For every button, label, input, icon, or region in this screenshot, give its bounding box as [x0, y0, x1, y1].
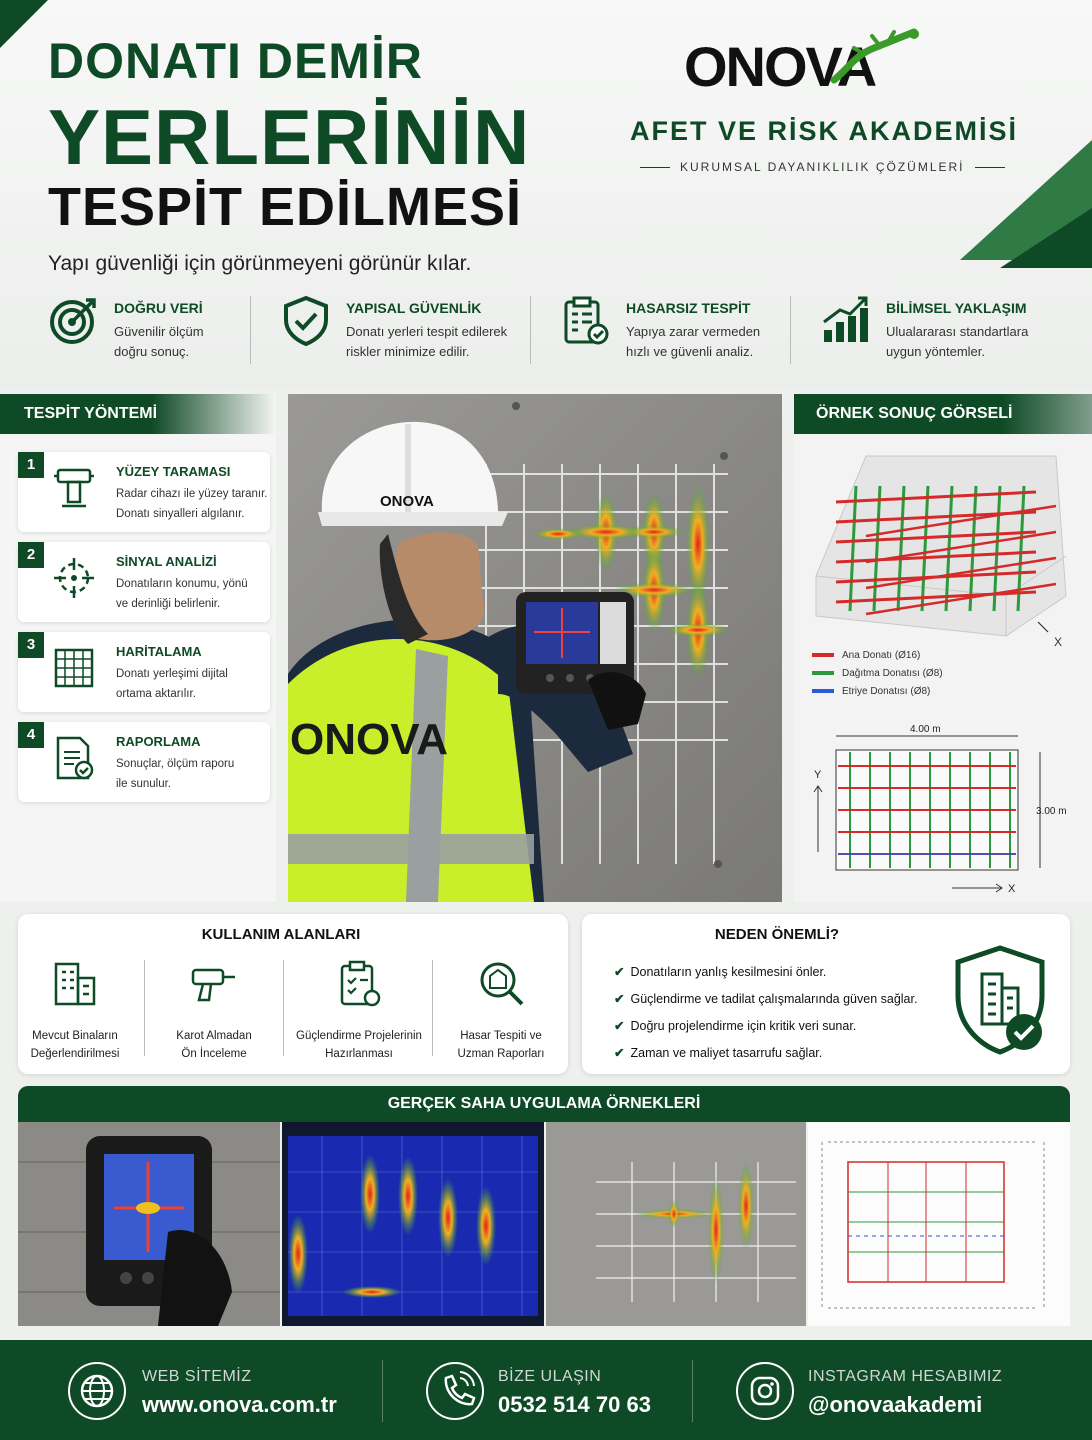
legend-swatch-green [812, 671, 834, 675]
shield-building-icon [952, 944, 1048, 1056]
magnifier-building-icon [476, 958, 526, 1008]
step-title: YÜZEY TARAMASI [116, 464, 231, 479]
step-title: SİNYAL ANALİZİ [116, 554, 217, 569]
feature-nondestructive [560, 294, 760, 366]
usage-item: Mevcut Binaların Değerlendirilmesi [6, 958, 144, 1063]
feature-text: Yapıya zarar vermeden [626, 324, 761, 339]
shield-check-icon [280, 294, 332, 346]
field-photo-wall-marking [546, 1122, 806, 1326]
onova-logo [684, 28, 924, 98]
step-title: HARİTALAMA [116, 644, 202, 659]
feature-structural-safety [280, 294, 507, 366]
usage-item: Güçlendirme Projelerinin Hazırlanması [290, 958, 428, 1063]
title-line-2: YERLERİNİN [48, 93, 531, 181]
subtitle: Yapı güvenliği için görünmeyeni görünür kılar. [48, 252, 472, 275]
divider [283, 960, 284, 1056]
feature-title: DOĞRU VERİ [114, 300, 203, 316]
globe-icon [68, 1362, 126, 1420]
crosshair-icon [52, 556, 96, 600]
legend-item: Etriye Donatısı (Ø8) [812, 686, 930, 697]
field-photo-scan-heatmap [282, 1122, 544, 1326]
logo-text: ONOVA [684, 35, 876, 98]
method-step-1 [18, 452, 270, 532]
usage-item: Hasar Tespiti ve Uzman Raporları [432, 958, 570, 1063]
step-text: Donatıların konumu, yönü ve derinliği belirlenir. [116, 578, 248, 610]
phone-icon [426, 1362, 484, 1420]
title-line-3: TESPİT EDİLMESİ [48, 177, 523, 237]
feature-title: HASARSIZ TESPİT [626, 300, 751, 316]
width-dimension: 4.00 m [910, 724, 941, 735]
usage-title: KULLANIM ALANLARI [201, 926, 361, 943]
instagram-icon [736, 1362, 794, 1420]
field-examples-title: GERÇEK SAHA UYGULAMA ÖRNEKLERİ [18, 1086, 1070, 1122]
step-title: RAPORLAMA [116, 734, 201, 749]
step-number: 1 [18, 452, 44, 478]
method-step-2 [18, 542, 270, 622]
grid-icon [52, 646, 96, 690]
instagram-link[interactable]: @onovaakademi [808, 1392, 983, 1417]
step-text: Donatı yerleşimi dijital ortama aktarılır. [116, 668, 228, 700]
legend-swatch-blue [812, 689, 834, 693]
step-number: 3 [18, 632, 44, 658]
feature-title: BİLİMSEL YAKLAŞIM [886, 300, 1027, 316]
method-step-3 [18, 632, 270, 712]
title-line-1: DONATI DEMİR [48, 33, 423, 89]
divider [250, 296, 251, 364]
clipboard-check-icon [560, 294, 612, 346]
method-step-4 [18, 722, 270, 802]
usage-item: Karot Almadan Ön İnceleme [145, 958, 283, 1063]
feature-text: uygun yöntemler. [886, 344, 986, 359]
field-photo-plan-drawing [808, 1122, 1070, 1326]
step-number: 2 [18, 542, 44, 568]
why-point: ✔ Doğru projelendirme için kritik veri sunar. [614, 1019, 857, 1033]
building-icon [50, 958, 100, 1008]
scanner-icon [52, 466, 96, 510]
technician-scanning-photo [288, 394, 782, 902]
method-title: TESPİT YÖNTEMİ [0, 394, 276, 434]
divider [530, 296, 531, 364]
step-text: Radar cihazı ile yüzey taranır. Donatı sinyalleri algılanır. [116, 488, 268, 520]
footer [0, 1340, 1092, 1440]
legend-item: Ana Donatı (Ø16) [812, 650, 920, 661]
height-dimension: 3.00 m [1036, 806, 1067, 817]
report-icon [52, 736, 96, 780]
feature-text: Ulualararası standartlara [886, 324, 1029, 339]
web-link[interactable]: www.onova.com.tr [142, 1392, 337, 1417]
web-label: WEB SİTEMİZ [142, 1368, 252, 1385]
academy-tagline: KURUMSAL DAYANIKLILIK ÇÖZÜMLERİ [630, 160, 980, 174]
legend-item: Dağıtma Donatısı (Ø8) [812, 668, 943, 679]
feature-text: doğru sonuç. [114, 344, 190, 359]
axis-y-label: Y [814, 769, 822, 781]
instagram-label: INSTAGRAM HESABIMIZ [808, 1368, 1003, 1385]
axis-x-label: X [1008, 883, 1016, 894]
divider [692, 1360, 693, 1422]
feature-text: Donatı yerleri tespit edilerek [346, 324, 508, 339]
feature-text: hızlı ve güvenli analiz. [626, 344, 754, 359]
corner-decoration [0, 0, 48, 48]
feature-text: Güvenilir ölçüm [114, 324, 204, 339]
step-text: Sonuçlar, ölçüm raporu ile sunulur. [116, 758, 235, 790]
legend-swatch-red [812, 653, 834, 657]
growth-chart-icon [820, 294, 872, 346]
phone-link[interactable]: 0532 514 70 63 [498, 1392, 651, 1417]
axis-x-label: X [1054, 635, 1063, 646]
academy-name: AFET VE RİSK AKADEMİSİ [630, 116, 1019, 146]
drill-icon [189, 958, 239, 1008]
divider [790, 296, 791, 364]
checklist-icon [334, 958, 384, 1008]
why-title: NEDEN ÖNEMLİ? [714, 926, 840, 943]
phone-label: BİZE ULAŞIN [498, 1368, 602, 1385]
feature-text: riskler minimize edilir. [346, 344, 470, 359]
step-number: 4 [18, 722, 44, 748]
divider [382, 1360, 383, 1422]
sample-title: ÖRNEK SONUÇ GÖRSELİ [794, 394, 1092, 434]
why-point: ✔ Zaman ve maliyet tasarrufu sağlar. [614, 1046, 823, 1060]
rebar-3d-model [806, 446, 1086, 646]
feature-accurate-data [48, 294, 204, 366]
feature-scientific [820, 294, 1028, 366]
field-photo-device [18, 1122, 280, 1326]
helmet-logo-text: ONOVA [380, 493, 434, 510]
rebar-plan-drawing [806, 722, 1086, 894]
why-point: ✔ Donatıların yanlış kesilmesini önler. [614, 965, 827, 979]
why-point: ✔ Güçlendirme ve tadilat çalışmalarında güven sağlar. [614, 992, 918, 1006]
target-icon [48, 294, 100, 346]
feature-title: YAPISAL GÜVENLİK [346, 300, 482, 316]
decoration-triangle [1000, 208, 1092, 268]
vest-logo-text: ONOVA [290, 715, 449, 764]
